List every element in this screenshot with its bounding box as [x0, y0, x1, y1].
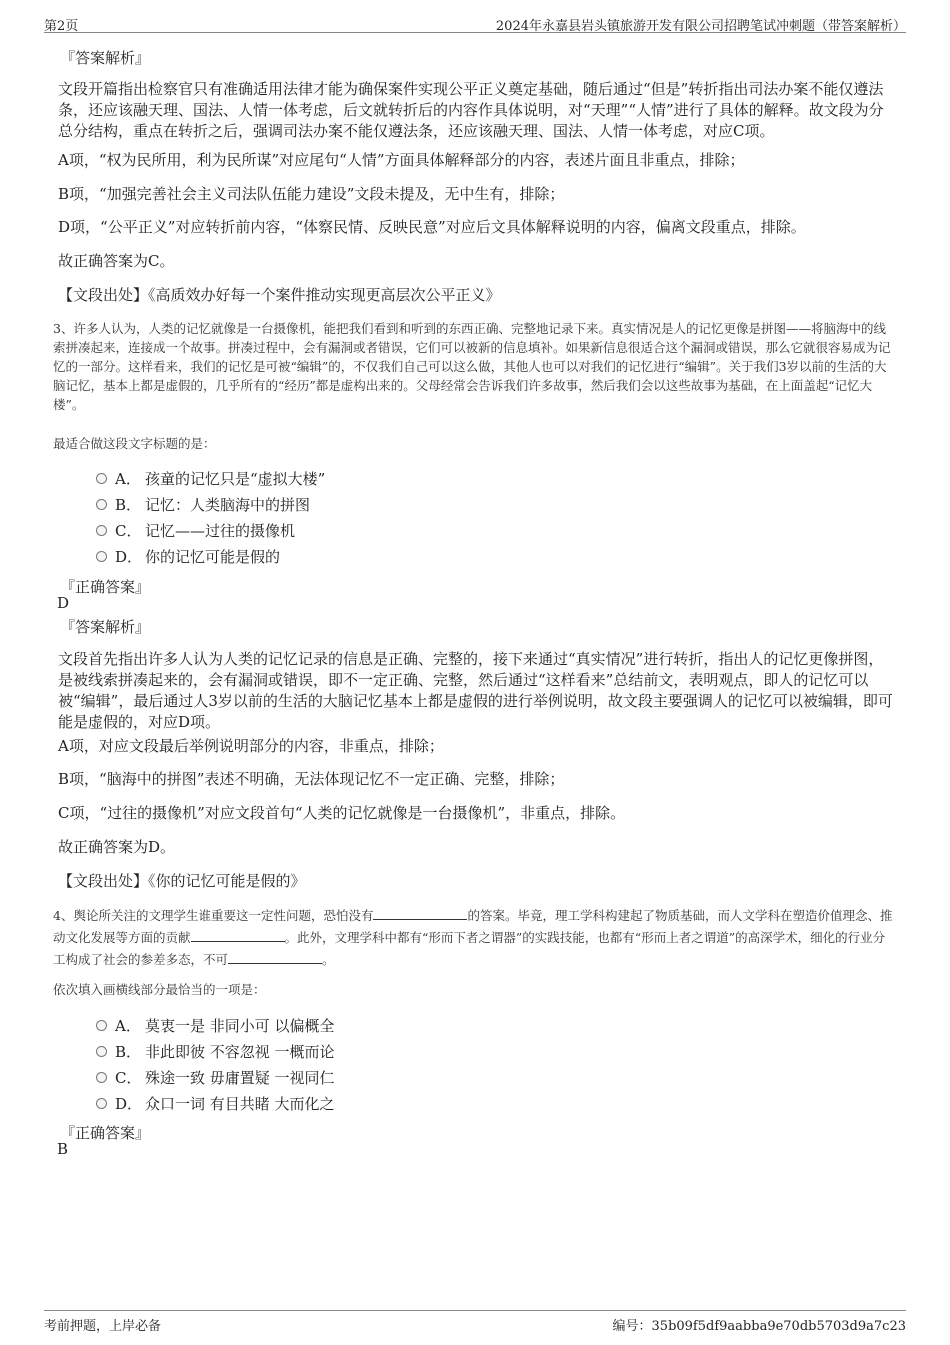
- fill-blank: [228, 950, 322, 964]
- option-text: 你的记忆可能是假的: [145, 547, 281, 566]
- q4-stem-part2: 的答案。毕竟，理工学科构建起了物质基础，而人文学科在塑造价值理念、推动文化发展等方面的贡献: [53, 908, 893, 945]
- option-text: 众口一词 有目共睹 大而化之: [145, 1094, 335, 1113]
- radio-icon[interactable]: [96, 1098, 107, 1109]
- q4-stem-part4: 。: [322, 952, 335, 967]
- q2-analysis-paragraph: 文段开篇指出检察官只有准确适用法律才能为确保案件实现公平正义奠定基础，随后通过“但是”转折指出司法办案不能仅遵法条，还应该融天理、国法、人情一体考虑，后文就转折后的内容作具体说明，对“天理”“人情”进行了具体的解释。故文段为分总分结构，重点在转折之后，强调司法办案不能仅遵法条，还应该融天理、国法、人情一体考虑，对应C项。: [58, 80, 884, 140]
- option-text: 非此即彼 不容忽视 一概而论: [145, 1042, 335, 1061]
- radio-icon[interactable]: [96, 1020, 107, 1031]
- q3-analysis-b: B项，“脑海中的拼图”表述不明确，无法体现记忆不一定正确、完整，排除；: [58, 770, 565, 788]
- q3-analysis-label: 『答案解析』: [60, 618, 151, 636]
- radio-icon[interactable]: [96, 551, 107, 562]
- radio-icon[interactable]: [96, 1046, 107, 1057]
- option-letter: C．: [115, 1068, 142, 1087]
- q3-source: 【文段出处】《你的记忆可能是假的》: [58, 872, 306, 890]
- q3-conclusion: 故正确答案为D。: [58, 838, 176, 856]
- q2-analysis-a: A项，“权为民所用，利为民所谋”对应尾句“人情”方面具体解释部分的内容，表述片面且非重点，排除；: [58, 151, 745, 169]
- q2-analysis-b: B项，“加强完善社会主义司法队伍能力建设”文段未提及，无中生有，排除；: [58, 185, 565, 203]
- option-text: 孩童的记忆只是“虚拟大楼”: [145, 469, 326, 488]
- q4-option-c[interactable]: [96, 1066, 335, 1088]
- q2-analysis-d: D项，“公平正义”对应转折前内容，“体察民情、反映民意”对应后文具体解释说明的内容，偏离文段重点，排除。: [58, 218, 806, 236]
- q4-answer-label: 『正确答案』: [60, 1124, 151, 1142]
- q4-stem-part3: 。此外，文理学科中都有“形而下者之谓器”的实践技能，也都有“形而上者之谓道”的高深学术，细化的行业分工构成了社会的参差多态，不可: [53, 930, 886, 967]
- q4-stem-part1: 4、舆论所关注的文理学生谁重要这一定性问题，恐怕没有: [53, 908, 374, 923]
- page-number: 第2页: [44, 19, 79, 34]
- q3-analysis-a: A项，对应文段最后举例说明部分的内容，非重点，排除；: [58, 737, 444, 755]
- radio-icon[interactable]: [96, 473, 107, 484]
- q3-answer-label: 『正确答案』: [60, 578, 151, 596]
- page-header: [44, 12, 906, 33]
- option-text: 记忆——过往的摄像机: [145, 521, 296, 540]
- footer-slogan: 考前押题，上岸必备: [44, 1319, 162, 1334]
- option-letter: D．: [115, 547, 143, 566]
- q3-analysis-c: C项，“过往的摄像机”对应文段首句“人类的记忆就像是一台摄像机”，非重点，排除。: [58, 804, 626, 822]
- q3-option-b[interactable]: [96, 493, 310, 515]
- q3-stem: 3、许多人认为，人类的记忆就像是一台摄像机，能把我们看到和听到的东西正确、完整地记录下来。真实情况是人的记忆更像是拼图——将脑海中的线索拼凑起来，连接成一个故事。拼凑过程中，会有漏洞或者错误，它们可以被新的信息填补。如果新信息很适合这个漏洞或错误，那么它就很容易成为记忆的一部分。这样看来，我们的记忆是可被“编辑”的，不仅我们自己可以这么做，其他人也可以对我们的记忆进行“编辑”。关于我们3岁以前的生活的大脑记忆，基本上都是虚假的，几乎所有的“经历”都是虚构出来的。父母经常会告诉我们许多故事，然后我们会以这些故事为基础，在上面盖起“记忆大楼”。: [53, 321, 891, 412]
- q4-answer: B: [57, 1140, 69, 1158]
- q3-option-c[interactable]: [96, 519, 295, 541]
- fill-blank: [191, 928, 285, 942]
- radio-icon[interactable]: [96, 525, 107, 536]
- option-text: 记忆：人类脑海中的拼图: [145, 495, 311, 514]
- option-text: 殊途一致 毋庸置疑 一视同仁: [145, 1068, 335, 1087]
- page-footer: [44, 1310, 906, 1333]
- q3-answer: D: [57, 594, 70, 612]
- document-code: 编号：35b09f5df9aabba9e70db5703d9a7c23: [612, 1319, 906, 1334]
- option-letter: A．: [115, 1016, 141, 1035]
- option-letter: B．: [115, 1042, 142, 1061]
- q3-analysis-paragraph: 文段首先指出许多人认为人类的记忆记录的信息是正确、完整的，接下来通过“真实情况”进行转折，指出人的记忆更像拼图，是被线索拼凑起来的，会有漏洞或错误，即不一定正确、完整，然后通过“这样看来”总结前文，表明观点，即人的记忆可以被“编辑”，最后通过人3岁以前的生活的大脑记忆基本上都是虚假的进行举例说明，故文段主要强调人的记忆可以被编辑，即可能是虚假的，对应D项。: [58, 650, 893, 731]
- q4-option-d[interactable]: [96, 1092, 335, 1114]
- radio-icon[interactable]: [96, 499, 107, 510]
- q4-prompt: 依次填入画横线部分最恰当的一项是：: [53, 982, 266, 997]
- radio-icon[interactable]: [96, 1072, 107, 1083]
- document-title: 2024年永嘉县岩头镇旅游开发有限公司招聘笔试冲刺题（带答案解析）: [495, 19, 906, 34]
- fill-blank: [373, 906, 467, 920]
- q2-analysis-label: 『答案解析』: [60, 49, 151, 67]
- q4-option-b[interactable]: [96, 1040, 335, 1062]
- q4-option-a[interactable]: [96, 1014, 335, 1036]
- q2-source: 【文段出处】《高质效办好每一个案件推动实现更高层次公平正义》: [58, 286, 501, 304]
- option-letter: A．: [115, 469, 141, 488]
- option-letter: D．: [115, 1094, 143, 1113]
- q3-option-d[interactable]: [96, 545, 280, 567]
- option-text: 莫衷一是 非同小可 以偏概全: [145, 1016, 335, 1035]
- q3-option-a[interactable]: [96, 467, 325, 489]
- q4-stem: [53, 905, 893, 971]
- q3-prompt: 最适合做这段文字标题的是：: [53, 436, 216, 451]
- option-letter: B．: [115, 495, 142, 514]
- q2-conclusion: 故正确答案为C。: [58, 252, 175, 270]
- option-letter: C．: [115, 521, 142, 540]
